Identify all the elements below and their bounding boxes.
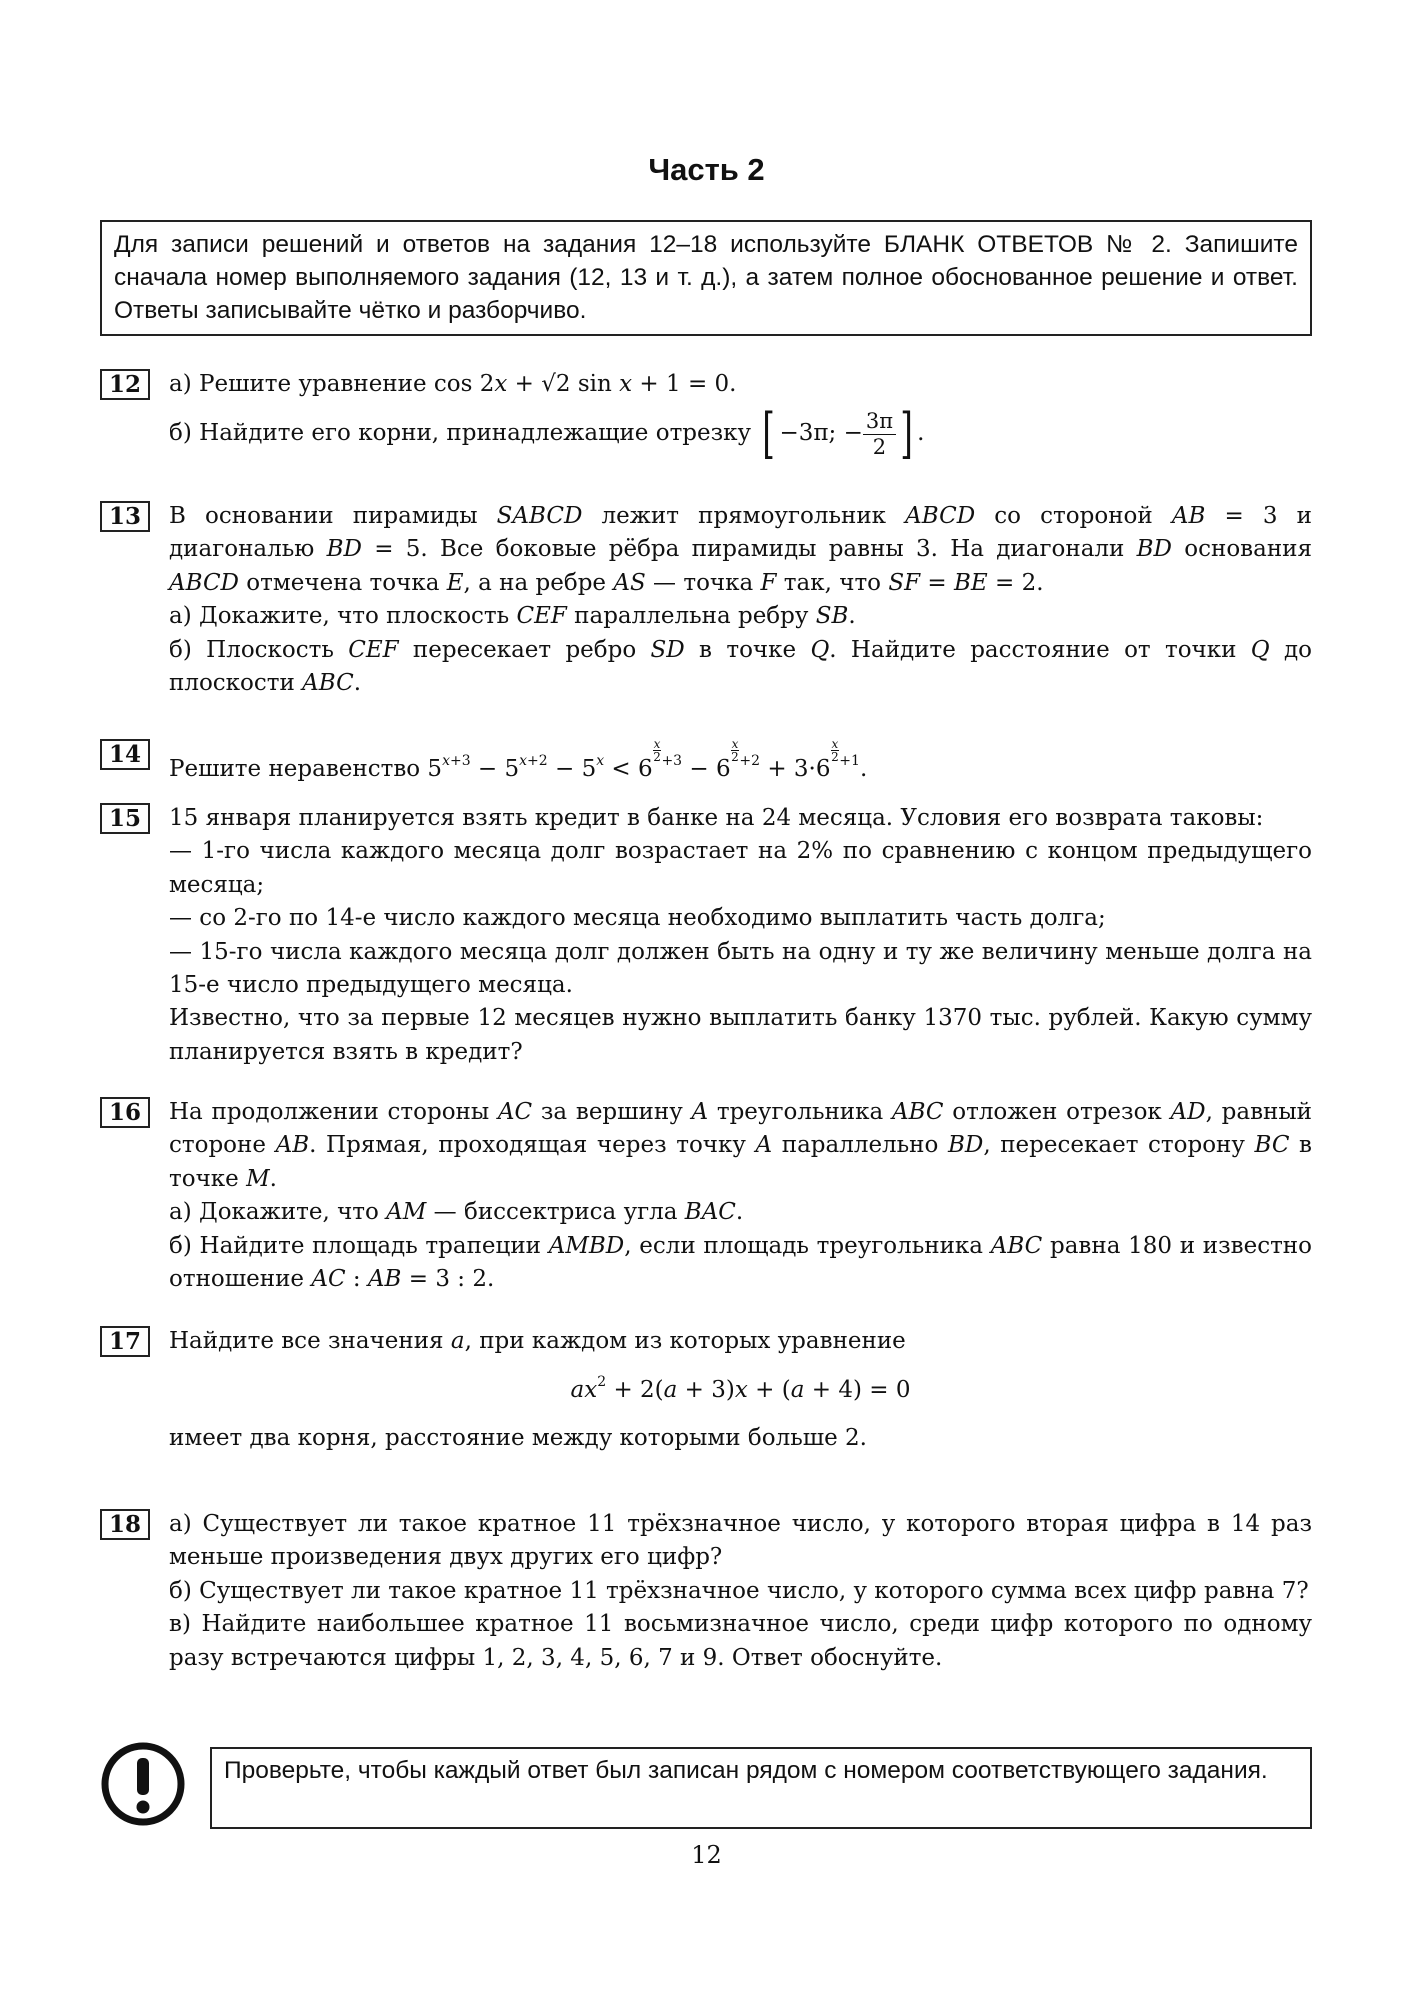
- task-15: [100, 802, 1312, 1069]
- task-18: [100, 1508, 1312, 1675]
- task-16-part-b: б) Найдите площадь трапеции AMBD, если площадь треугольника ABC равна 180 и известно отношение AC : AB = 3 : 2.: [169, 1232, 1312, 1293]
- task-number: 14: [100, 739, 150, 770]
- task-number: 13: [100, 501, 150, 532]
- task-13-part-b: б) Плоскость CEF пересекает ребро SD в точке Q. Найдите расстояние от точки Q до плоскости ABC.: [169, 636, 1312, 697]
- task-number: 16: [100, 1097, 150, 1128]
- task-12-part-a: а) Решите уравнение cos 2x + √2 sin x + 1 = 0.: [169, 371, 737, 397]
- instruction-box: Для записи решений и ответов на задания 12–18 используйте БЛАНК ОТВЕТОВ № 2. Запишите сначала номер выполняемого задания (12, 13 и т. д.), а затем полное обоснованное решение и ответ. Ответы записывайте чётко и разборчиво.: [100, 220, 1312, 336]
- warning-box: Проверьте, чтобы каждый ответ был записан рядом с номером соответствующего задания.: [210, 1747, 1312, 1829]
- task-number: 15: [100, 803, 150, 834]
- task-number: 12: [100, 369, 150, 400]
- page-title: Часть 2: [648, 152, 765, 187]
- page-number: 12: [691, 1841, 722, 1869]
- task-15-line: 15 января планируется взять кредит в банке на 24 месяца. Условия его возврата таковы:: [169, 805, 1264, 831]
- task-16-text: На продолжении стороны AC за вершину A треугольника ABC отложен отрезок AD, равный стороне AB. Прямая, проходящая через точку A параллельно BD, пересекает сторону BC в точке M.: [169, 1099, 1313, 1192]
- task-15-line: — 1-го числа каждого месяца долг возрастает на 2% по сравнению с концом предыдущего месяца;: [169, 838, 1312, 898]
- task-14: [100, 738, 1312, 786]
- task-18-part-b: б) Существует ли такое кратное 11 трёхзначное число, у которого сумма всех цифр равна 7?: [169, 1577, 1309, 1604]
- task-15-line: — 15-го числа каждого месяца долг должен быть на одну и ту же величину меньше долга на 15-е число предыдущего месяца.: [169, 938, 1312, 999]
- exclamation-circle-icon: [100, 1741, 186, 1827]
- task-13-text: В основании пирамиды SABCD лежит прямоугольник ABCD со стороной AB = 3 и диагональю BD = 5. Все боковые рёбра пирамиды равны 3. На диагонали BD основания ABCD отмечена точка E, а на ребре AS — точка F так, что SF = BE = 2.: [169, 503, 1313, 596]
- task-12: [100, 368, 1312, 466]
- task-12-part-b: б) Найдите его корни, принадлежащие отрезку [ −3π; − $\frac{3\pi}{2}$ ] .: [169, 402, 925, 466]
- task-17-equation: $ax^2 + 2(a + 3)x + (a + 4) = 0$: [570, 1374, 911, 1404]
- task-14-text: Решите неравенство $5^{x+3} - 5^{x+2} - 5^x < 6$ $\frac{x}{2}$ $^{+3}$ − 6 $\frac{x}{2}$ $^{+2}$ + 3·6 $\frac{x}{2}$ $^{+1}$.: [169, 737, 868, 782]
- task-16: [100, 1096, 1312, 1296]
- task-13: [100, 500, 1312, 700]
- task-17: [100, 1325, 1312, 1455]
- task-13-part-a: а) Докажите, что плоскость CEF параллельна ребру SB.: [169, 603, 856, 630]
- task-16-part-a: а) Докажите, что AM — биссектриса угла BAC.: [169, 1199, 744, 1226]
- task-18-part-a: а) Существует ли такое кратное 11 трёхзначное число, у которого вторая цифра в 14 раз меньше произведения двух других его цифр?: [169, 1511, 1312, 1571]
- task-number: 18: [100, 1509, 150, 1540]
- task-17-outro: имеет два корня, расстояние между которыми больше 2.: [169, 1424, 867, 1451]
- task-18-part-c: в) Найдите наибольшее кратное 11 восьмизначное число, среди цифр которого по одному разу встречаются цифры 1, 2, 3, 4, 5, 6, 7 и 9. Ответ обоснуйте.: [169, 1611, 1312, 1671]
- task-number: 17: [100, 1326, 150, 1357]
- task-17-intro: Найдите все значения a, при каждом из которых уравнение: [169, 1328, 906, 1354]
- task-15-line: Известно, что за первые 12 месяцев нужно выплатить банку 1370 тыс. рублей. Какую сумму планируется взять в кредит?: [169, 1005, 1312, 1065]
- task-15-line: — со 2-го по 14-е число каждого месяца необходимо выплатить часть долга;: [169, 905, 1106, 932]
